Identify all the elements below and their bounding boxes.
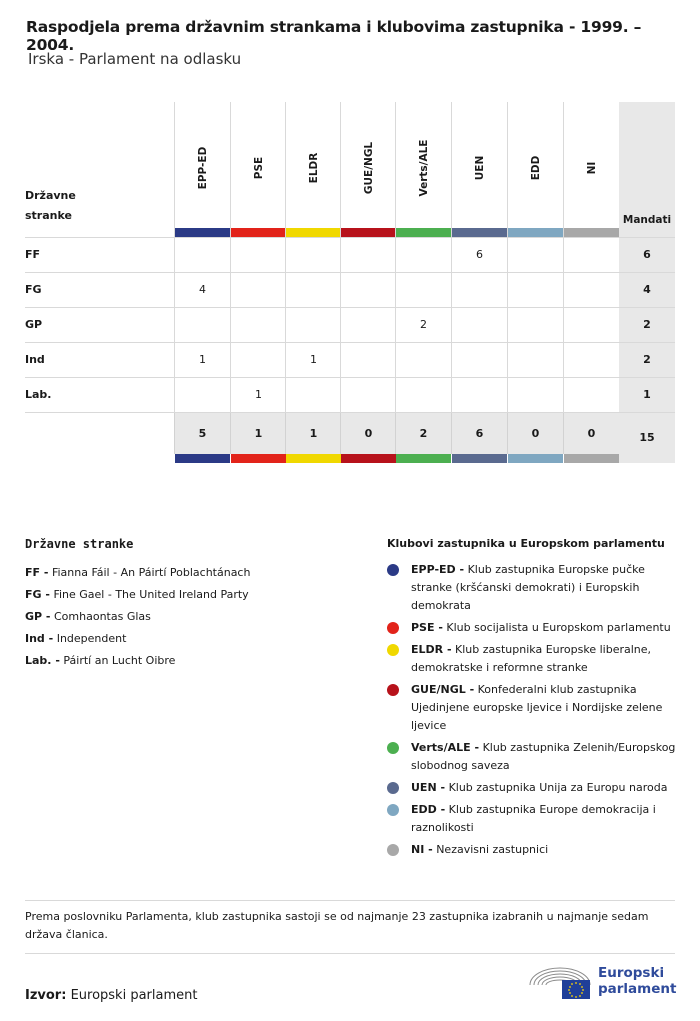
table-cell <box>174 238 230 272</box>
column-total: 5 <box>174 413 230 454</box>
table-cell <box>563 343 619 377</box>
table-cell <box>451 378 507 412</box>
group-color-bar <box>341 228 396 237</box>
source <box>25 988 197 1003</box>
source-label: Izvor: <box>25 988 67 1003</box>
table-cell <box>230 238 286 272</box>
grand-total: 15 <box>619 413 675 463</box>
group-legend-item: GUE/NGL - Konfederalni klub zastupnika Ujedinjene europske ljevice i Nordijske zelene ljevice <box>387 681 677 735</box>
table-cell <box>340 378 396 412</box>
group-legend-item: NI - Nezavisni zastupnici <box>387 841 677 859</box>
divider <box>25 953 675 954</box>
row-total: 2 <box>619 308 675 342</box>
table-cell <box>507 273 563 307</box>
group-legend-item: ELDR - Klub zastupnika Europske liberalne, demokratske i reformne stranke <box>387 641 677 677</box>
group-color-bar <box>564 454 619 463</box>
table-cell <box>507 343 563 377</box>
table-cell <box>563 378 619 412</box>
group-legend <box>387 561 677 863</box>
color-dot-icon <box>387 622 399 634</box>
group-color-bar <box>396 454 451 463</box>
group-color-bar <box>452 454 507 463</box>
group-color-bar <box>452 228 507 237</box>
table-row <box>25 307 675 343</box>
group-color-bar <box>286 454 341 463</box>
row-total: 1 <box>619 378 675 412</box>
table-cell: 4 <box>174 273 230 307</box>
column-total: 2 <box>395 413 451 454</box>
party-label: FG <box>25 283 42 296</box>
row-header-line1: Državne <box>25 189 76 202</box>
party-label: GP <box>25 318 43 331</box>
table-row <box>25 342 675 378</box>
column-header-eldr <box>285 102 341 237</box>
row-total: 4 <box>619 273 675 307</box>
table-cell <box>230 273 286 307</box>
party-legend-item: Lab. - Páirtí an Lucht Oibre <box>25 654 176 667</box>
table-cell <box>285 273 341 307</box>
table-cell <box>451 308 507 342</box>
group-legend-title: Klubovi zastupnika u Europskom parlamentu <box>387 537 665 550</box>
column-header-label: PSE <box>252 156 265 180</box>
party-legend-item: GP - Comhaontas Glas <box>25 610 151 623</box>
table-cell <box>507 308 563 342</box>
color-dot-icon <box>387 844 399 856</box>
group-legend-item: EPP-ED - Klub zastupnika Europske pučke stranke (kršćanski demokrati) i Europskih demokrata <box>387 561 677 615</box>
source-value: Europski parlament <box>70 988 198 1003</box>
column-header-epped <box>174 102 230 237</box>
party-legend-title: Državne stranke <box>25 537 134 551</box>
column-total: 6 <box>451 413 507 454</box>
column-header-label: ELDR <box>307 152 320 184</box>
party-legend <box>25 562 250 672</box>
table-cell <box>340 343 396 377</box>
color-dot-icon <box>387 742 399 754</box>
group-legend-item: UEN - Klub zastupnika Unija za Europu naroda <box>387 779 677 797</box>
table-cell <box>285 238 341 272</box>
group-color-bar <box>396 228 451 237</box>
european-parliament-logo-icon <box>528 963 594 1001</box>
table-cell <box>563 273 619 307</box>
group-color-bar <box>286 228 341 237</box>
color-dot-icon <box>387 804 399 816</box>
page-subtitle: Irska - Parlament na odlasku <box>28 50 242 68</box>
column-header-label: NI <box>585 161 598 175</box>
table-cell <box>285 378 341 412</box>
table-cell <box>563 308 619 342</box>
table-cell <box>340 238 396 272</box>
table-cell <box>395 343 451 377</box>
table-cell: 1 <box>174 343 230 377</box>
group-color-bar <box>231 228 286 237</box>
column-total: 0 <box>340 413 396 454</box>
group-legend-item: PSE - Klub socijalista u Europskom parlamentu <box>387 619 677 637</box>
footnote: Prema poslovniku Parlamenta, klub zastupnika sastoji se od najmanje 23 zastupnika izabranih u najmanje sedam država članica. <box>25 910 649 941</box>
table-cell <box>230 343 286 377</box>
column-header-edd <box>507 102 563 237</box>
table-cell <box>563 238 619 272</box>
table-row <box>25 272 675 308</box>
column-header-label: EPP-ED <box>196 146 209 190</box>
column-header-ni <box>563 102 619 237</box>
column-header-label: EDD <box>529 155 542 181</box>
table-cell <box>507 378 563 412</box>
color-dot-icon <box>387 564 399 576</box>
column-header-uen <box>451 102 507 237</box>
group-color-bar <box>175 228 230 237</box>
color-dot-icon <box>387 644 399 656</box>
party-legend-item: Ind - Independent <box>25 632 127 645</box>
table-cell <box>395 378 451 412</box>
group-legend-item: EDD - Klub zastupnika Europe demokracija i raznolikosti <box>387 801 677 837</box>
table-row <box>25 237 675 273</box>
column-total: 1 <box>230 413 286 454</box>
table-cell <box>230 308 286 342</box>
page-title: Raspodjela prema državnim strankama i klubovima zastupnika - 1999. – 2004. <box>26 18 642 54</box>
column-header-pse <box>230 102 286 237</box>
table-cell <box>340 273 396 307</box>
group-color-bar <box>231 454 286 463</box>
row-total: 2 <box>619 343 675 377</box>
table-cell <box>451 273 507 307</box>
group-color-bar <box>508 228 563 237</box>
table-cell: 6 <box>451 238 507 272</box>
table-cell <box>174 308 230 342</box>
totals-row <box>25 412 675 463</box>
european-parliament-logo <box>528 963 678 1003</box>
color-dot-icon <box>387 782 399 794</box>
table-cell: 1 <box>230 378 286 412</box>
group-color-bar <box>341 454 396 463</box>
party-legend-item: FF - Fianna Fáil - An Páirtí Poblachtánach <box>25 566 251 579</box>
table-cell <box>395 273 451 307</box>
group-color-bar <box>508 454 563 463</box>
group-color-bar <box>175 454 230 463</box>
party-legend-item: FG - Fine Gael - The United Ireland Party <box>25 588 249 601</box>
table-cell: 1 <box>285 343 341 377</box>
table-cell <box>174 378 230 412</box>
table-cell <box>285 308 341 342</box>
color-dot-icon <box>387 684 399 696</box>
column-total: 0 <box>507 413 563 454</box>
column-header-label: Verts/ALE <box>417 139 430 197</box>
group-color-bar <box>564 228 619 237</box>
row-header-line2: stranke <box>25 209 72 222</box>
table-cell <box>340 308 396 342</box>
group-legend-item: Verts/ALE - Klub zastupnika Zelenih/Europskog slobodnog saveza <box>387 739 677 775</box>
column-header-guengl <box>340 102 396 237</box>
column-header-label: UEN <box>473 155 486 181</box>
party-label: FF <box>25 248 41 261</box>
column-header-label: GUE/NGL <box>362 141 375 195</box>
party-label: Ind <box>25 353 45 366</box>
row-total: 6 <box>619 238 675 272</box>
logo-text: Europski parlament <box>598 965 677 997</box>
table-cell <box>507 238 563 272</box>
column-total: 0 <box>563 413 619 454</box>
column-total: 1 <box>285 413 341 454</box>
table-row <box>25 377 675 413</box>
divider <box>25 900 675 901</box>
table-cell <box>395 238 451 272</box>
table-cell: 2 <box>395 308 451 342</box>
row-header <box>25 186 145 226</box>
total-header: Mandati <box>619 102 675 237</box>
table-cell <box>451 343 507 377</box>
party-label: Lab. <box>25 388 52 401</box>
column-header-vertsale <box>395 102 451 237</box>
